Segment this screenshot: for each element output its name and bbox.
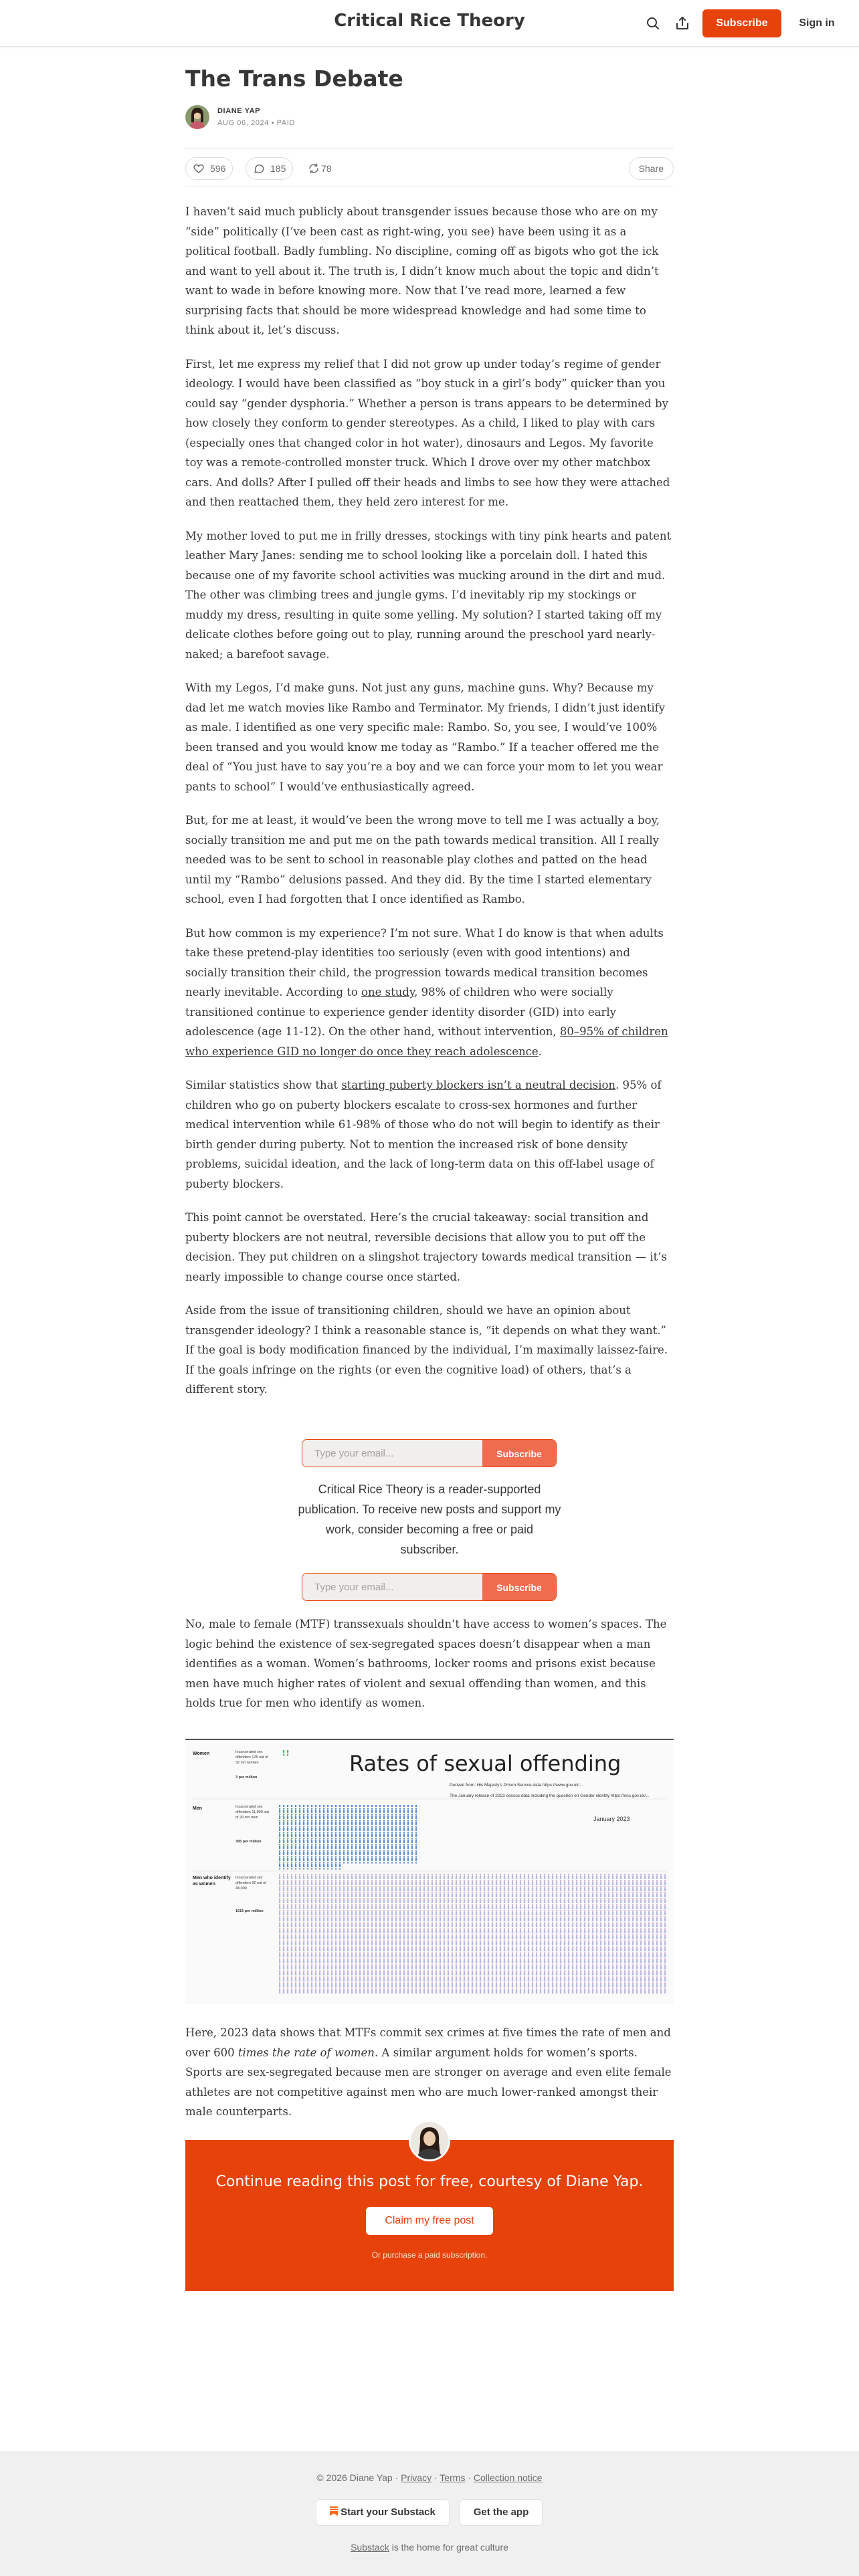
purchase-subscription-link[interactable]: Or purchase a paid subscription. (371, 2250, 488, 2260)
paragraph: Aside from the issue of transitioning children, should we have an opinion about transgender ideology? I think a reasonable stance is, “it depends on what they want.” If the goal is body modification financed by the individual, I’m maximally laissez-faire. If the goals infringe on the rights (or even the cognitive load) of others, that’s a different story. (185, 1304, 668, 1396)
start-substack-label: Start your Substack (341, 2506, 436, 2518)
subscribe-button[interactable]: Subscribe (482, 1440, 556, 1467)
substack-logo-icon (330, 2506, 338, 2516)
author-avatar[interactable] (185, 105, 209, 129)
footer-sep: · (468, 2472, 471, 2483)
text-run: Here, 2023 data shows that MTFs commit sex crimes at five times the rate of men and over 600 (185, 2026, 671, 2059)
footer-sep: · (434, 2472, 438, 2483)
top-navbar (0, 0, 859, 47)
email-input[interactable] (302, 1574, 482, 1600)
email-input[interactable] (302, 1440, 482, 1467)
post-access-label: PAID (276, 119, 295, 127)
text-run: , 98% of children who were socially transitioned continue to experience gender identity disorder (GID) into early adolescence (age 11-12). On the other hand, without intervention, (185, 986, 616, 1038)
row-label-men: Men (193, 1806, 202, 1811)
search-icon[interactable] (645, 15, 661, 31)
share-icon[interactable] (674, 15, 690, 31)
post-body-part-1 (185, 202, 674, 1414)
heart-icon (193, 163, 205, 175)
paragraph: No, male to female (MTF) transsexuals shouldn’t have access to women’s spaces. The logic behind the existence of sex-segregated spaces doesn’t disappear when a man identifies as a woman. Women’s bathrooms, locker rooms and prisons exist because men have much higher rates of violent and sexual offending than women, and this holds true for men who identify as women. (185, 1618, 667, 1709)
text-run: . (538, 1045, 542, 1058)
meta-separator: • (271, 119, 275, 127)
one-study-link[interactable]: one study (361, 986, 415, 998)
post-body-part-3 (185, 2023, 674, 2136)
footer-sep: · (395, 2472, 399, 2483)
infographic-note: The January release of 2023 census data including the question on Gender identity https://ons.gov.uk/... (450, 1794, 650, 1798)
footer-tagline (0, 2542, 859, 2553)
get-app-button[interactable]: Get the app (460, 2499, 543, 2526)
text-run: But how common is my experience? I’m not sure. What I do know is that when adults take these pretend-play identities too seriously (even with good intentions) and socially transition their child, the progression towards medical transition becomes nearly inevitable. According to (185, 926, 664, 998)
post-action-bar (185, 148, 674, 187)
substack-home-link[interactable]: Substack (351, 2542, 389, 2553)
pictogram-grid (185, 1741, 674, 2004)
subscribe-form (302, 1573, 557, 1601)
subscribe-button[interactable]: Subscribe (482, 1574, 556, 1600)
comment-button[interactable] (246, 157, 293, 180)
row-label-women: Women (193, 1751, 210, 1756)
paragraph: I haven’t said much publicly about transgender issues because those who are on my “side” politically (I’ve been cast as right-wing, you see) have been using it as a political football. Badly fumbling. No discipline, coming off as bigots who got the ick and want to yell about it. The truth is, I didn’t know much about the topic and didn’t want to wade in before knowing more. Now that I’ve read more, learned a few surprising facts that should be more widespread knowledge and had some time to think about it, let’s discuss. (185, 205, 659, 336)
row-rate-women: 3 per million (235, 1776, 258, 1780)
site-title[interactable]: Critical Rice Theory (334, 11, 525, 31)
author-name[interactable]: DIANE YAP (217, 107, 261, 115)
start-substack-button[interactable] (316, 2499, 450, 2526)
footer (0, 2451, 859, 2576)
restack-button[interactable] (304, 157, 335, 180)
paragraph: This point cannot be overstated. Here’s the crucial takeaway: social transition and puberty blockers are not neutral, reversible decisions that allow you to put off the decision. They put children on a slingshot trajectory towards medical transition — it’s nearly impossible to change course once started. (185, 1211, 668, 1283)
paragraph (185, 2023, 674, 2122)
paywall-author-avatar (409, 2120, 450, 2161)
claim-free-post-button[interactable]: Claim my free post (366, 2207, 493, 2235)
terms-link[interactable]: Terms (440, 2472, 466, 2483)
like-count: 596 (210, 163, 226, 174)
infographic-date: January 2023 (593, 1816, 630, 1822)
paywall-box (185, 2140, 674, 2291)
paywall-heading: Continue reading this post for free, courtesy of Diane Yap. (215, 2173, 644, 2190)
sexual-offending-infographic[interactable] (185, 1741, 674, 2004)
puberty-blockers-link[interactable]: starting puberty blockers isn’t a neutral decision (341, 1079, 616, 1091)
post-meta (217, 119, 295, 127)
restack-count: 78 (321, 163, 332, 174)
row-note-women: Incarcerated sex offenders 125 out of 32 mn women (235, 1750, 268, 1765)
infographic-title: Rates of sexual offending (349, 1751, 622, 1776)
text-run: Similar statistics show that (185, 1079, 342, 1091)
collection-notice-link[interactable]: Collection notice (473, 2472, 543, 2483)
paragraph: With my Legos, I’d make guns. Not just any guns, machine guns. Why? Because my dad let me watch movies like Rambo and Terminator. My friends, I didn’t just identify as male. I identified as one very specific male: Rambo. So, you see, I would’ve 100% been transed and you would know me today as “Rambo.” If a teacher offered me the deal of “You just have to say you’re a boy and we can force your mom to let you wear pants to school” I would’ve enthusiastically agreed. (185, 681, 666, 793)
sign-in-button[interactable]: Sign in (799, 17, 835, 29)
share-button[interactable]: Share (629, 157, 674, 180)
restack-icon (308, 163, 320, 175)
footer-links (0, 2472, 859, 2483)
gid-desistance-link[interactable]: 80–95% of children who experience GID no longer do once they reach adolescence (185, 1025, 668, 1058)
copyright: © 2026 Diane Yap (316, 2472, 393, 2483)
like-button[interactable] (185, 157, 233, 180)
comment-icon (253, 163, 265, 175)
post-date: AUG 06, 2024 (217, 119, 269, 127)
text-run: . A similar argument holds for women’s sports. Sports are sex-segregated because men are stronger on average and even elite female athletes are not competitive against men who are much lower-ranked amongst their male counterparts. (185, 2046, 672, 2118)
infographic-source: Derived from: His Majesty's Prison Service data https://www.gov.uk/... (450, 1783, 583, 1788)
subscribe-form (302, 1439, 557, 1467)
image-divider (185, 1739, 674, 1740)
paragraph: My mother loved to put me in frilly dresses, stockings with tiny pink hearts and patent leather Mary Janes: sending me to school looking like a porcelain doll. I hated this because one of my favorite school activities was mucking around in the dirt and mud. The other was climbing trees and jungle gyms. I’d inevitably rip my stockings or muddy my dress, resulting in quite some yelling. My solution? I started taking off my delicate clothes before going out to play, running around the preschool yard nearly-naked; a barefoot savage. (185, 529, 672, 661)
row-label-mtf: Men who identify as women (193, 1876, 231, 1887)
text-run: . 95% of children who go on puberty blockers escalate to cross-sex hormones and further medical intervention while 61-98% of those who do not will begin to identify as their birth gender during puberty. Not to mention the increased risk of bone density problems, suicidal ideation, and the lack of long-term data on this off-label usage of puberty blockers. (185, 1079, 662, 1190)
row-note-mtf: Incarcerated sex offenders 92 out of 48,000 (235, 1876, 266, 1891)
post-body-part-2 (185, 1614, 674, 1727)
header-subscribe-button[interactable]: Subscribe (702, 9, 781, 37)
paragraph: First, let me express my relief that I did not grow up under today’s regime of gender ideology. I would have been classified as “boy stuck in a girl’s body” quicker than you could say “gender dysphoria.” Whether a person is trans appears to be determined by how closely they conform to gender stereotypes. As a child, I liked to play with cars (especially ones that changed color in hot water), dinosaurs and Legos. My favorite toy was a remote-controlled monster truck. Which I drove over my other matchbox cars. And dolls? After I pulled off their heads and limbs to see how they were attached and then reattached them, they held zero interest for me. (185, 357, 670, 508)
row-rate-mtf: 1916 per million (235, 1909, 264, 1913)
paragraph: But, for me at least, it would’ve been the wrong move to tell me I was actually a boy, socially transition me and put me on the path towards medical transition. All I really needed was to be sent to school in reasonable play clothes and patted on the head until my “Rambo” delusions passed. And they did. By the time I started elementary school, even I had forgotten that I once identified as Rambo. (185, 814, 660, 905)
emphasis-text: times the rate of women (237, 2046, 375, 2059)
subscribe-blurb: Critical Rice Theory is a reader-supported publication. To receive new posts and support my work, consider becoming a free or paid subscriber. (298, 1483, 561, 1556)
paragraph (185, 924, 674, 1062)
comment-count: 185 (270, 163, 286, 174)
post-title: The Trans Debate (185, 66, 403, 92)
tagline-text: is the home for great culture (389, 2542, 508, 2553)
row-note-men: Incarcerated sex offenders 11,000 out of 29 mn men (235, 1805, 269, 1820)
row-rate-men: 395 per million (235, 1840, 262, 1844)
paragraph (185, 1075, 674, 1194)
privacy-link[interactable]: Privacy (401, 2472, 432, 2483)
